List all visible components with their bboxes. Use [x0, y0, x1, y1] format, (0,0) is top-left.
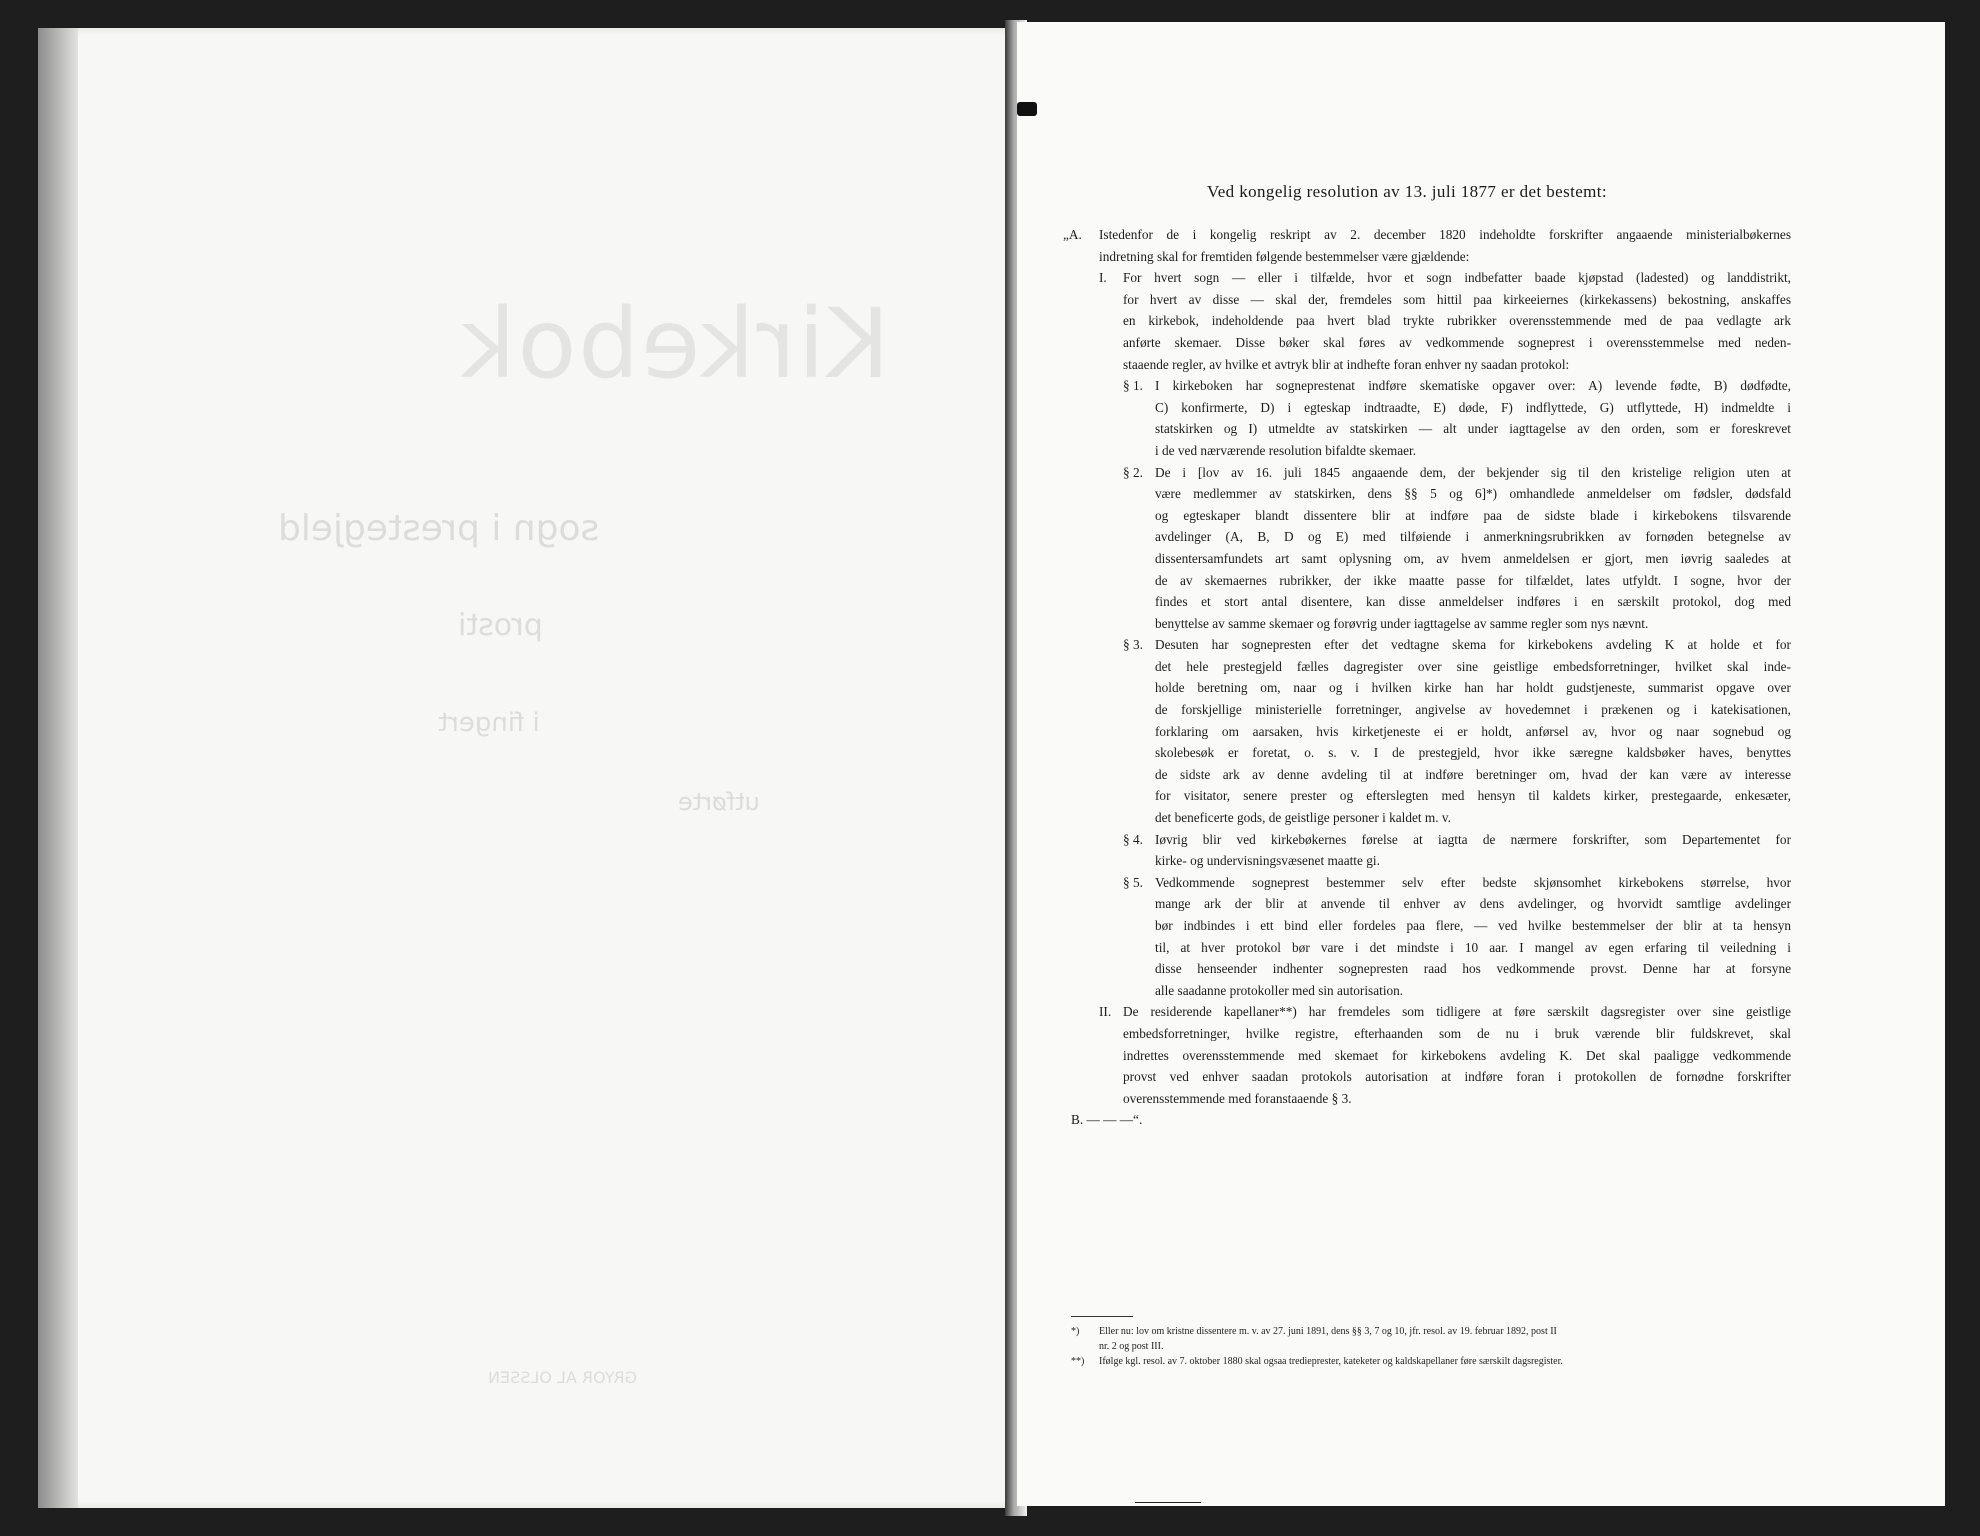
paragraph-marker: § 2. — [1123, 464, 1143, 480]
text-line: Istedenfor de i kongelig reskript av 2. december 1820 indeholdte forskrifter angaaende ministerialbøkernes — [1099, 227, 1791, 242]
text-line: provst ved enhver saadan protokols autorisation at indføre foran i protokollen de fornødne forskrifter — [1123, 1069, 1791, 1085]
text-line: disse henseender indhenter sognepresten raad hos vedkommende provst. Denne har at forsyne — [1155, 961, 1791, 977]
paragraph-marker: § 4. — [1123, 831, 1143, 847]
paragraph-3 — [1071, 634, 1791, 828]
text-line: alle saadanne protokoller med sin autorisation. — [1155, 982, 1404, 998]
left-page — [38, 28, 1018, 1508]
text-line: avdelinger (A, B, D og E) med tilføiende i anmerkningsrubrikken av fornøden betegnelse av — [1155, 529, 1791, 545]
footnote-1 — [1071, 1324, 1761, 1354]
text-line: De residerende kapellaner**) har fremdeles som tidligere at føre særskilt dagsregister over sine geistlige — [1123, 1004, 1791, 1020]
footnote-2 — [1071, 1354, 1761, 1369]
text-line: for hvert av disse — skal der, fremdeles som hittil paa kirkeeiernes (kirkekassens) bekostning, anskaffes — [1123, 291, 1791, 307]
text-line: i de ved nærværende resolution bifaldte skemaer. — [1155, 442, 1417, 458]
right-page — [1017, 22, 1945, 1506]
section-a-marker: „A. — [1063, 227, 1082, 242]
bleed-through-imprint: GRYOR AL OLSSEN — [488, 1368, 638, 1387]
section-a — [1063, 224, 1791, 267]
page-edge-shadow — [38, 28, 78, 1508]
text-line: C) konfirmerte, D) i egteskap indtraadte, E) døde, F) indflyttede, G) utflyttede, H) indmeldte i — [1155, 399, 1791, 415]
text-line: skolebesøk er foretat, o. s. v. I de prestegjeld, hvor ikke særegne kaldsbøker haves, benyttes — [1155, 745, 1791, 761]
text-line: være medlemmer av statskirken, dens §§ 5 og 6]*) omhandlede anmeldelser om fødsler, dødsfald — [1155, 486, 1791, 502]
section-b — [1071, 1109, 1791, 1131]
text-line: holde beretning om, naar og i hvilken kirke han har holdt gudstjeneste, summarist opgave over — [1155, 680, 1791, 696]
bottom-rule — [1135, 1502, 1201, 1503]
bleed-through-line: prosti — [458, 608, 543, 643]
item-ii-marker: II. — [1099, 1004, 1112, 1020]
text-line: det beneficerte gods, de geistlige personer i kaldet m. v. — [1155, 810, 1451, 826]
footnote-line: Eller nu: lov om kristne dissentere m. v. av 27. juni 1891, dens §§ 3, 7 og 10, jfr. resol. av 19. februar 1892, post II — [1099, 1326, 1557, 1337]
bleed-through-title: Kirkebok — [458, 288, 890, 400]
footnote-line: Ifølge kgl. resol. av 7. oktober 1880 skal ogsaa tredieprester, kateketer og kaldskapellaner føre særskilt dagsregister. — [1099, 1356, 1563, 1367]
text-line: indrettes overensstemmende med skemaet for kirkebokens avdeling K. Det skal paaligge vedkommende — [1123, 1047, 1791, 1063]
paragraph-marker: § 3. — [1123, 637, 1143, 653]
bleed-through-line: sogn i prestegjeld — [278, 508, 600, 549]
paragraph-5 — [1071, 872, 1791, 1002]
text-line: findes et stort antal disentere, kan disse anmeldelser indføres i en særskilt protokol, dog med — [1155, 594, 1791, 610]
paragraph-marker: § 1. — [1123, 378, 1143, 394]
text-line: for visitator, senere prester og efterslegten med hensyn til kaldets kirker, prestegaarde, enkesæter, — [1155, 788, 1791, 804]
item-ii — [1071, 1001, 1791, 1109]
footnote-rule — [1071, 1316, 1133, 1317]
text-line: Vedkommende sogneprest bestemmer selv efter bedste skjønsomhet kirkebokens størrelse, hvor — [1155, 874, 1791, 890]
bleed-through-line: utførte — [678, 788, 760, 816]
text-line: de sidste ark av denne avdeling til at indføre beretninger om, hvad der kan være av interesse — [1155, 766, 1791, 782]
paragraph-2 — [1071, 462, 1791, 635]
text-line: overensstemmende med foranstaaende § 3. — [1123, 1090, 1352, 1106]
paragraph-4 — [1071, 829, 1791, 872]
footnote-line: nr. 2 og post III. — [1099, 1341, 1164, 1352]
text-line: benyttelse av samme skemaer og forøvrig under iagttagelse av samme regler som nys nævnt. — [1155, 615, 1649, 631]
resolution-text — [1063, 224, 1791, 1131]
text-line: For hvert sogn — eller i tilfælde, hvor et sogn indbefatter baade kjøpstad (ladested) og landdistrikt, — [1123, 270, 1791, 286]
text-line: staaende regler, av hvilke et avtryk blir at indhefte foran enhver ny saadan protokol: — [1123, 356, 1570, 372]
text-line: forklaring om aarsaken, hvis kirketjeneste ei er holdt, anførsel av, hvor og naar sognebud og — [1155, 723, 1791, 739]
item-i-marker: I. — [1099, 270, 1107, 286]
text-line: det hele prestegjeld fælles dagregister over sine geistlige embedsforretninger, hvilket skal inde- — [1155, 658, 1791, 674]
text-line: de forskjellige ministerielle forretninger, angivelse av hovedemnet i prækenen og i katekisationen, — [1155, 702, 1791, 718]
binding-clip — [1017, 102, 1037, 116]
text-line: de av skemaernes rubrikker, der ikke maatte passe for tilfældet, lates utfyldt. I sogne, hvor der — [1155, 572, 1791, 588]
text-line: anførte skemaer. Disse bøker skal føres av vedkommende sogneprest i overensstemmelse med neden- — [1123, 334, 1791, 350]
text-line: bør indbindes i ett bind eller fordeles paa flere, — ved hvilke bestemmelser der blir at ta hensyn — [1155, 918, 1791, 933]
item-i — [1071, 267, 1791, 375]
text-line: mange ark der blir at anvende til enhver av dens avdelinger, og hvorvidt samtlige avdelinger — [1155, 896, 1791, 912]
page-heading: Ved kongelig resolution av 13. juli 1877 er det bestemt: — [1206, 182, 1608, 201]
footnote-marker: **) — [1071, 1356, 1085, 1367]
text-line: indretning skal for fremtiden følgende bestemmelser være gjældende: — [1099, 248, 1470, 264]
text-line: dissentersamfundets art samt oplysning om, av hvem anmeldelsen er gjort, men iøvrig saaledes at — [1155, 550, 1791, 566]
footnotes — [1071, 1324, 1761, 1369]
text-line: Desuten har sognepresten efter det vedtagne skema for kirkebokens avdeling K at holde et for — [1155, 637, 1791, 653]
text-line: kirke- og undervisningsvæsenet maatte gi. — [1155, 853, 1380, 869]
paragraph-marker: § 5. — [1123, 874, 1143, 890]
text-line: embedsforretninger, hvilke registre, efterhaanden som de nu i bruk værende blir fuldskrevet, skal — [1123, 1025, 1791, 1041]
text-line: en kirkebok, indeholdende paa hvert blad trykte rubrikker overensstemmende med de paa vedlagte ark — [1123, 313, 1791, 329]
text-line: og egteskaper blandt dissentere blir at indføre paa de sidste blade i kirkebokens tilsvarende — [1155, 507, 1791, 523]
bleed-through-line: i fingert — [438, 708, 540, 738]
text-line: statskirken og I) utmeldte av statskirken — alt under iagttagelse av den orden, som er foreskrevet — [1155, 421, 1791, 437]
text-line: Iøvrig blir ved kirkebøkernes førelse at iagtta de nærmere forskrifter, som Departementet for — [1155, 831, 1791, 847]
paragraph-1 — [1071, 375, 1791, 461]
text-line: De i [lov av 16. juli 1845 angaaende dem, der bekjender sig til den kristelige religion uten at — [1155, 464, 1791, 480]
footnote-marker: *) — [1071, 1326, 1080, 1337]
text-line: I kirkeboken har sogneprestenat indføre skematiske opgaver over: A) levende fødte, B) dødfødte, — [1155, 378, 1791, 394]
section-b-text: B. — — —“. — [1071, 1112, 1143, 1128]
text-line: til, at hver protokol bør vare i det mindste i 10 aar. I mangel av egen erfaring til veiledning i — [1155, 939, 1791, 955]
